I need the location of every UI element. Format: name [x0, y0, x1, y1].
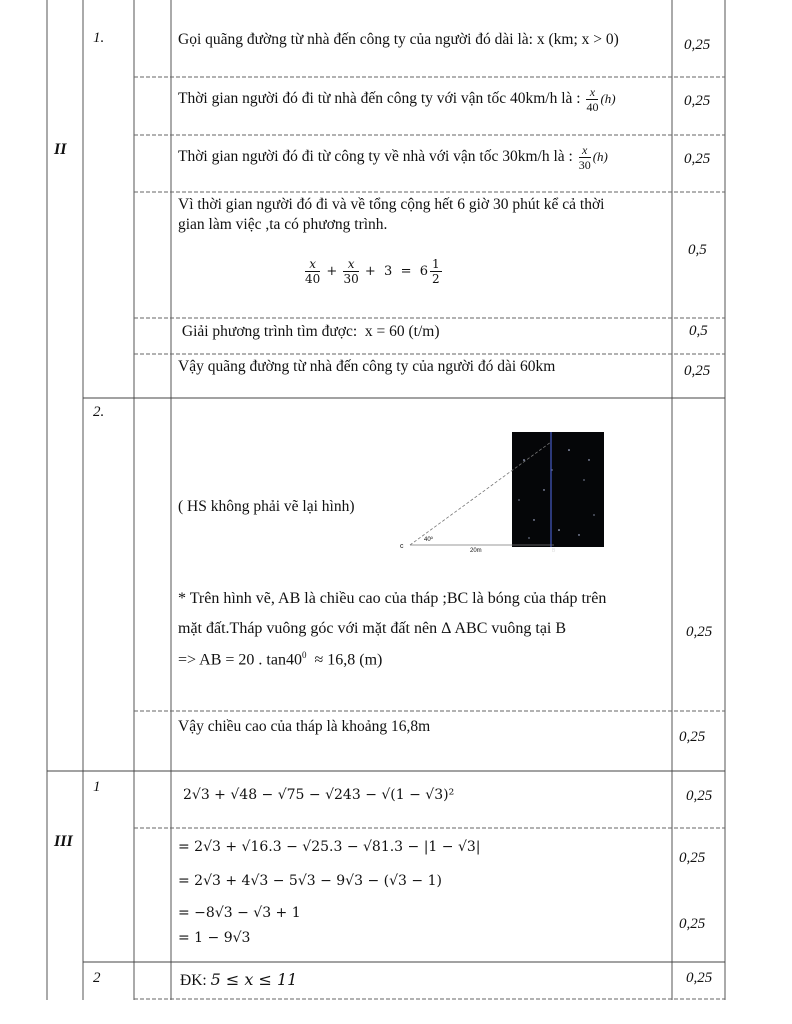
q3-1-step-2: = 2√3 + 4√3 − 5√3 − 9√3 − (√3 − 1) [178, 873, 442, 889]
fraction-denominator: 30 [578, 158, 591, 172]
q1-row1-score: 0,25 [684, 37, 711, 53]
q1-row2-unit: (h) [600, 91, 616, 107]
q1-row1-text: Gọi quãng đường từ nhà đến công ty của người đó dài là: x (km; x > 0) [178, 31, 619, 48]
label-base: 20m [470, 548, 482, 554]
q3-1-score-3: 0,25 [679, 916, 706, 932]
q2-line3 [178, 650, 382, 669]
label-c: c [400, 543, 404, 550]
question-number-3-2: 2 [93, 970, 101, 986]
q3-2-condition: 5 ≤ x ≤ 11 [210, 970, 298, 989]
q2-line3-b: ≈ 16,8 (m) [306, 651, 383, 669]
fraction-denominator: 30 [343, 272, 359, 286]
fraction-denominator: 40 [305, 272, 321, 286]
q3-2-prefix: ĐK: [180, 972, 207, 989]
section-label-iii: III [54, 833, 73, 850]
label-angle: 40º [424, 537, 433, 543]
q2-conclusion-score: 0,25 [679, 729, 706, 745]
fraction-numerator: x [579, 143, 591, 158]
fraction-denominator: 40 [586, 100, 599, 114]
tower-figure [394, 430, 606, 554]
fraction-denominator: 2 [432, 272, 440, 286]
fraction-numerator: x [305, 257, 320, 272]
q1-row2-score: 0,25 [684, 93, 711, 109]
q3-1-step-1: = 2√3 + √16.3 − √25.3 − √81.3 − |1 − √3| [178, 839, 481, 855]
q2-line2: mặt đất.Tháp vuông góc với mặt đất nên Δ ABC vuông tại B [178, 620, 567, 637]
q1-row3-fraction [579, 143, 591, 172]
q3-2-content [180, 970, 297, 990]
q3-1-score-1: 0,25 [686, 788, 713, 804]
eq-rest: + 3 = 6 [364, 264, 429, 279]
fraction-numerator: 1 [432, 257, 440, 271]
q1-row2-fraction [586, 85, 598, 114]
q1-row6-score: 0,25 [684, 363, 711, 379]
q1-row2 [178, 85, 616, 114]
q1-equation [303, 257, 444, 286]
eq-fraction-2 [343, 257, 358, 286]
q2-line1: * Trên hình vẽ, AB là chiều cao của tháp ;BC là bóng của tháp trên [178, 590, 607, 607]
q1-row3 [178, 143, 608, 172]
q3-1-score-2: 0,25 [679, 850, 706, 866]
q1-row2-text: Thời gian người đó đi từ nhà đến công ty với vận tốc 40km/h là : [178, 90, 581, 108]
q3-1-expression: 2√3 + √48 − √75 − √243 − √(1 − √3)² [183, 787, 455, 803]
eq-mixed-fraction [430, 257, 442, 286]
tower-photo [512, 432, 604, 547]
q2-line3-sup: 0 [301, 650, 307, 660]
q1-row6-text: Vậy quãng đường từ nhà đến công ty của người đó dài 60km [178, 358, 556, 375]
q3-1-step-4: = 1 − 9√3 [178, 930, 251, 946]
q1-row5-score: 0,5 [689, 323, 708, 339]
q1-row5-text: Giải phương trình tìm được: x = 60 (t/m) [178, 323, 440, 340]
eq-fraction-1 [305, 257, 320, 286]
q3-2-score: 0,25 [686, 970, 713, 986]
q1-row4-score: 0,5 [688, 242, 707, 258]
q1-row3-unit: (h) [592, 149, 608, 165]
q1-row4-line2: gian làm việc ,ta có phương trình. [178, 216, 388, 233]
eq-plus: + [326, 264, 338, 279]
question-number-2: 2. [93, 404, 105, 420]
q2-conclusion: Vậy chiều cao của tháp là khoảng 16,8m [178, 718, 431, 735]
q2-line3-a: => AB = 20 . tan40 [178, 651, 302, 669]
fraction-numerator: x [586, 85, 598, 100]
question-number-3-1: 1 [93, 779, 101, 795]
label-b: B [552, 548, 556, 554]
fraction-numerator: x [343, 257, 358, 272]
q1-row3-score: 0,25 [684, 151, 711, 167]
question-number-1: 1. [93, 30, 105, 46]
q3-1-step-3: = −8√3 − √3 + 1 [178, 905, 301, 921]
q2-note: ( HS không phải vẽ lại hình) [178, 498, 355, 515]
q2-score: 0,25 [686, 624, 713, 640]
q1-row3-text: Thời gian người đó đi từ công ty về nhà với vận tốc 30km/h là : [178, 148, 573, 166]
q1-row4-line1: Vì thời gian người đó đi và về tổng cộng hết 6 giờ 30 phút kể cả thời [178, 196, 605, 213]
section-label-ii: II [54, 141, 67, 158]
